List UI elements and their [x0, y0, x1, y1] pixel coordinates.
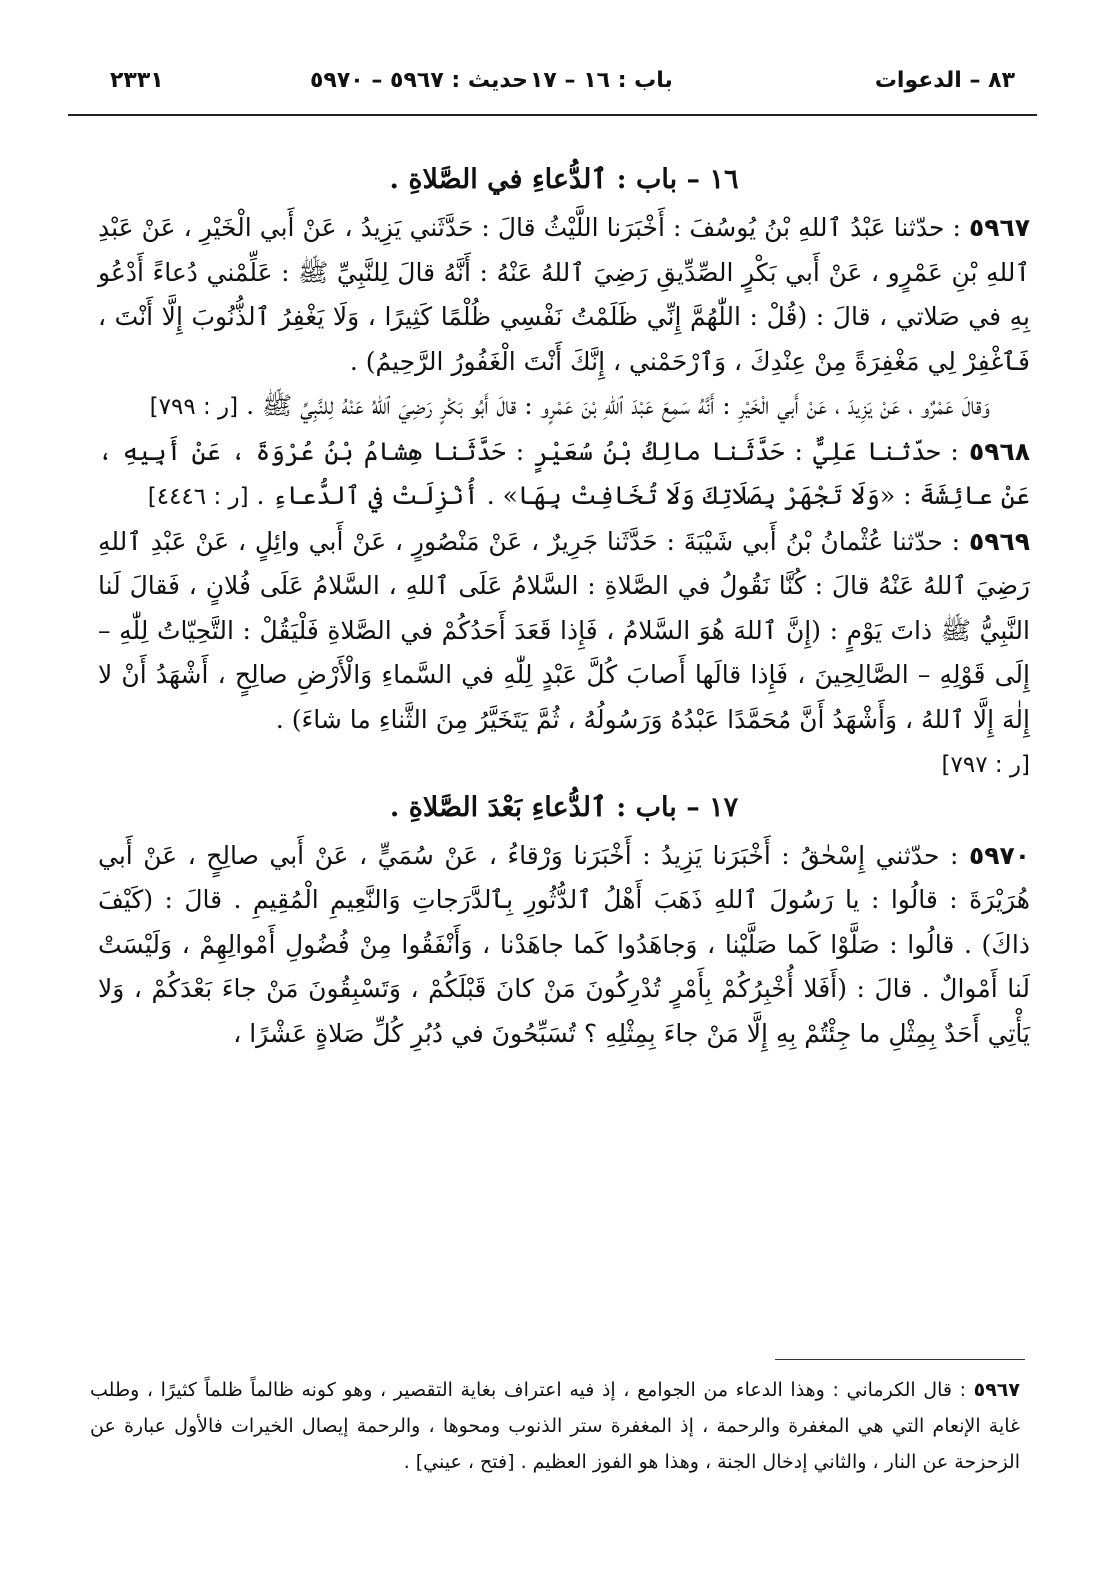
- hadith-text: حدّثنا عَبْدُ ٱللهِ بْنُ يُوسُفَ : أَخْبَرَنا اللَّيْثُ قالَ : حَدَّثَني يَزِيدُ ، عَنْ أَبي الْخَيْرِ ، عَنْ عَبْدِ ٱللهِ بْنِ عَمْرٍو ، عَنْ أَبي بَكْرٍ الصِّدِّيقِ رَضِيَ ٱللهُ عَنْهُ : أَنَّهُ قالَ لِلنَّبِيِّ ﷺ : عَلِّمْني دُعاءً أَدْعُو بِهِ في صَلاتي ، قالَ : (قُلْ : اللّٰهُمَّ إِنِّي ظَلَمْتُ نَفْسِي ظُلْمًا كَثِيرًا ، وَلَا يَغْفِرُ ٱلذُّنُوبَ إِلَّا أَنْتَ ، فَٱغْفِرْ لِي مَغْفِرَةً مِنْ عِنْدِكَ ، وَٱرْحَمْني ، إِنَّكَ أَنْتَ الْغَفُورُ الرَّحِيمُ) .: [98, 213, 1030, 376]
- hadith-paragraph: ٥٩٦٩ : حدّثنا عُثْمانُ بْنُ أَبي شَيْبَةَ : حَدَّثَنا جَرِيرٌ ، عَنْ مَنْصُورٍ ، عَنْ أَبي وائِلٍ ، عَنْ عَبْدِ ٱللهِ رَضِيَ ٱللهُ عَنْهُ قالَ : كُنَّا نَقُولُ في الصَّلاةِ : السَّلامُ عَلَى ٱللهِ ، السَّلامُ عَلَى فُلانٍ ، فَقالَ لَنا النَّبِيُّ ﷺ ذاتَ يَوْمٍ : (إِنَّ ٱللهَ هُوَ السَّلامُ ، فَإِذا قَعَدَ أَحَدُكُمْ في الصَّلاةِ فَلْيَقُلْ : التَّحِيّاتُ لِلّٰهِ – إِلَى قَوْلِهِ – الصَّالِحِينَ ، فَإِذا قالَها أَصابَ كُلَّ عَبْدٍ لِلّٰهِ في السَّماءِ وَالْأَرْضِ صالِحٍ ، أَشْهَدُ أَنْ لا إِلٰهَ إِلَّا ٱللهُ ، وَأَشْهَدُ أَنَّ مُحَمَّدًا عَبْدُهُ وَرَسُولُهُ ، ثُمَّ يَتَخَيَّرُ مِنَ الثَّناءِ ما شاءَ) .: [98, 526, 1030, 734]
- footnote: ٥٩٦٧ : قال الكرماني : وهذا الدعاء من الجوامع ، إذ فيه اعتراف بغاية التقصير ، وهو كونه ظالماً ظلماً كثيرًا ، وطلب غاية الإنعام التي هي المغفرة والرحمة ، إذ المغفرة ستر الذنوب ومحوها ، والرحمة إيصال الخيرات فالأول عبارة عن الزحزحة عن النار ، والثاني إدخال الجنة ، وهذا هو الفوز العظيم . [فتح ، عيني] .: [90, 1379, 1020, 1473]
- main-text: [98, 160, 1030, 1056]
- chapter-heading: [98, 788, 1030, 828]
- chapter-heading: [98, 160, 1030, 200]
- hadith-paragraph: ٥٩٦٨ : حدّثنا عَلِيٌّ : حَدَّثَنا مالِكُ بْنُ سُعَيْرٍ : حَدَّثَنا هِشامُ بْنُ عُرْوَةَ ، عَنْ أَبِيهِ ، عَنْ عائِشَةَ : «وَلَا تَجْهَرْ بِصَلَاتِكَ وَلَا تُخَافِتْ بِهَا» . أُنْزِلَتْ في ٱلدُّعاءِ . [ر : ٤٤٤٦]: [98, 436, 1030, 510]
- hadith-number: ٥٩٧٠: [968, 840, 1030, 870]
- header-hadith-range: حديث : ٥٩٦٧ – ٥٩٧٠: [310, 68, 528, 93]
- hadith-number: ٥٩٦٧: [968, 213, 1031, 242]
- header-divider: [68, 114, 1037, 116]
- hadith-reference: [ر : ٧٩٩]: [149, 394, 239, 420]
- hadith-reference-line: [98, 742, 1030, 788]
- hadith-paragraph: ٥٩٧٠ : حدّثني إِسْحٰقُ : أَخْبَرَنا يَزِيدُ : أَخْبَرَنا وَرْقاءُ ، عَنْ سُمَيٍّ ، عَنْ أَبي صالِحٍ ، عَنْ أَبي هُرَيْرَةَ : قالُوا : يا رَسُولَ ٱللهِ ذَهَبَ أَهْلُ ٱلدُّثُورِ بِٱلدَّرَجاتِ وَالنَّعِيمِ الْمُقِيمِ . قالَ : (كَيْفَ ذاكَ) . قالُوا : صَلَّوْا كَما صَلَّيْنا ، وَجاهَدُوا كَما جاهَدْنا ، وَأَنْفَقُوا مِنْ فُضُولِ أَمْوالِهِمْ ، وَلَيْسَتْ لَنا أَمْوالٌ . قالَ : (أَفَلا أُخْبِرُكُمْ بِأَمْرٍ تُدْرِكُونَ مَنْ كانَ قَبْلَكُمْ ، وَتَسْبِقُونَ مَنْ جاءَ بَعْدَكُمْ ، وَلا يَأْتِي أَحَدٌ بِمِثْلِ ما جِئْتُمْ بِهِ إِلَّا مَنْ جاءَ بِمِثْلِهِ ؟ تُسَبِّحُونَ في دُبُرِ كُلِّ صَلاةٍ عَشْرًا ،: [98, 840, 1030, 1048]
- hadith-extra-text: وَقالَ عَمْرٌو ، عَنْ يَزِيدَ ، عَنْ أَبي الْخَيْرِ : أَنَّهُ سَمِعَ عَبْدَ ٱللهِ بْنَ عَمْرٍو : قالَ أَبُو بَكْرٍ رَضِيَ ٱللهُ عَنْهُ لِلنَّبِيِّ ﷺ .: [246, 391, 990, 420]
- hadith-text: حدّثنا عُثْمانُ بْنُ أَبي شَيْبَةَ : حَدَّثَنا جَرِيرٌ ، عَنْ مَنْصُورٍ ، عَنْ أَبي وائِلٍ ، عَنْ عَبْدِ ٱللهِ رَضِيَ ٱللهُ عَنْهُ قالَ : كُنَّا نَقُولُ في الصَّلاةِ : السَّلامُ عَلَى ٱللهِ ، السَّلامُ عَلَى فُلانٍ ، فَقالَ لَنا النَّبِيُّ ﷺ ذاتَ يَوْمٍ : (إِنَّ ٱللهَ هُوَ السَّلامُ ، فَإِذا قَعَدَ أَحَدُكُمْ في الصَّلاةِ فَلْيَقُلْ : التَّحِيّاتُ لِلّٰهِ – إِلَى قَوْلِهِ – الصَّالِحِينَ ، فَإِذا قالَها أَصابَ كُلَّ عَبْدٍ لِلّٰهِ في السَّماءِ وَالْأَرْضِ صالِحٍ ، أَشْهَدُ أَنْ لا إِلٰهَ إِلَّا ٱللهُ ، وَأَشْهَدُ أَنَّ مُحَمَّدًا عَبْدُهُ وَرَسُولُهُ ، ثُمَّ يَتَخَيَّرُ مِنَ الثَّناءِ ما شاءَ) .: [98, 526, 1030, 734]
- footnote-number: ٥٩٦٧: [973, 1379, 1020, 1401]
- hadith-number: ٥٩٦٩: [968, 526, 1030, 556]
- hadith-text: حدّثنا عَلِيٌّ : حَدَّثَنا مالِكُ بْنُ سُعَيْرٍ : حَدَّثَنا هِشامُ بْنُ عُرْوَةَ ، عَنْ أَبِيهِ ، عَنْ عائِشَةَ : «وَلَا تَجْهَرْ بِصَلَاتِكَ وَلَا تُخَافِتْ بِهَا» . أُنْزِلَتْ في ٱلدُّعاءِ .: [98, 436, 1030, 510]
- chapter-heading-prefix: ١٦ – باب :: [616, 164, 739, 195]
- header-page-number: ٢٣٣١: [110, 68, 164, 93]
- hadith-number: ٥٩٦٨: [968, 436, 1030, 466]
- chapter-heading-prefix: ١٧ – باب :: [616, 791, 739, 823]
- hadith-paragraph: [98, 384, 1030, 430]
- chapter-heading-title: ٱلدُّعاءِ في الصَّلاةِ .: [389, 164, 608, 195]
- chapter-heading-title: ٱلدُّعاءِ بَعْدَ الصَّلاةِ .: [389, 791, 607, 823]
- hadith-reference: [ر : ٧٩٧]: [941, 752, 1030, 778]
- hadith-text: حدّثني إِسْحٰقُ : أَخْبَرَنا يَزِيدُ : أَخْبَرَنا وَرْقاءُ ، عَنْ سُمَيٍّ ، عَنْ أَبي صالِحٍ ، عَنْ أَبي هُرَيْرَةَ : قالُوا : يا رَسُولَ ٱللهِ ذَهَبَ أَهْلُ ٱلدُّثُورِ بِٱلدَّرَجاتِ وَالنَّعِيمِ الْمُقِيمِ . قالَ : (كَيْفَ ذاكَ) . قالُوا : صَلَّوْا كَما صَلَّيْنا ، وَجاهَدُوا كَما جاهَدْنا ، وَأَنْفَقُوا مِنْ فُضُولِ أَمْوالِهِمْ ، وَلَيْسَتْ لَنا أَمْوالٌ . قالَ : (أَفَلا أُخْبِرُكُمْ بِأَمْرٍ تُدْرِكُونَ مَنْ كانَ قَبْلَكُمْ ، وَتَسْبِقُونَ مَنْ جاءَ بَعْدَكُمْ ، وَلا يَأْتِي أَحَدٌ بِمِثْلِ ما جِئْتُمْ بِهِ إِلَّا مَنْ جاءَ بِمِثْلِهِ ؟ تُسَبِّحُونَ في دُبُرِ كُلِّ صَلاةٍ عَشْرًا ،: [98, 840, 1030, 1048]
- footnote-text: قال الكرماني : وهذا الدعاء من الجوامع ، إذ فيه اعتراف بغاية التقصير ، وهو كونه ظالماً ظلماً كثيرًا ، وطلب غاية الإنعام التي هي المغفرة والرحمة ، إذ المغفرة ستر الذنوب ومحوها ، والرحمة إيصال الخيرات فالأول عبارة عن الزحزحة عن النار ، والثاني إدخال الجنة ، وهذا هو الفوز العظيم . [فتح ، عيني] .: [90, 1379, 1020, 1473]
- running-header: [70, 68, 1035, 108]
- header-bab: باب : ١٦ – ١٧: [530, 68, 673, 93]
- hadith-paragraph: ٥٩٦٧ : حدّثنا عَبْدُ ٱللهِ بْنُ يُوسُفَ : أَخْبَرَنا اللَّيْثُ قالَ : حَدَّثَني يَزِيدُ ، عَنْ أَبي الْخَيْرِ ، عَنْ عَبْدِ ٱللهِ بْنِ عَمْرٍو ، عَنْ أَبي بَكْرٍ الصِّدِّيقِ رَضِيَ ٱللهُ عَنْهُ : أَنَّهُ قالَ لِلنَّبِيِّ ﷺ : عَلِّمْني دُعاءً أَدْعُو بِهِ في صَلاتي ، قالَ : (قُلْ : اللّٰهُمَّ إِنِّي ظَلَمْتُ نَفْسِي ظُلْمًا كَثِيرًا ، وَلَا يَغْفِرُ ٱلذُّنُوبَ إِلَّا أَنْتَ ، فَٱغْفِرْ لِي مَغْفِرَةً مِنْ عِنْدِكَ ، وَٱرْحَمْني ، إِنَّكَ أَنْتَ الْغَفُورُ الرَّحِيمُ) .: [98, 213, 1031, 376]
- hadith-reference: [ر : ٤٤٤٦]: [147, 484, 249, 510]
- footnote-divider: [775, 1359, 1025, 1360]
- header-chapter: ٨٣ – الدعوات: [874, 68, 1015, 93]
